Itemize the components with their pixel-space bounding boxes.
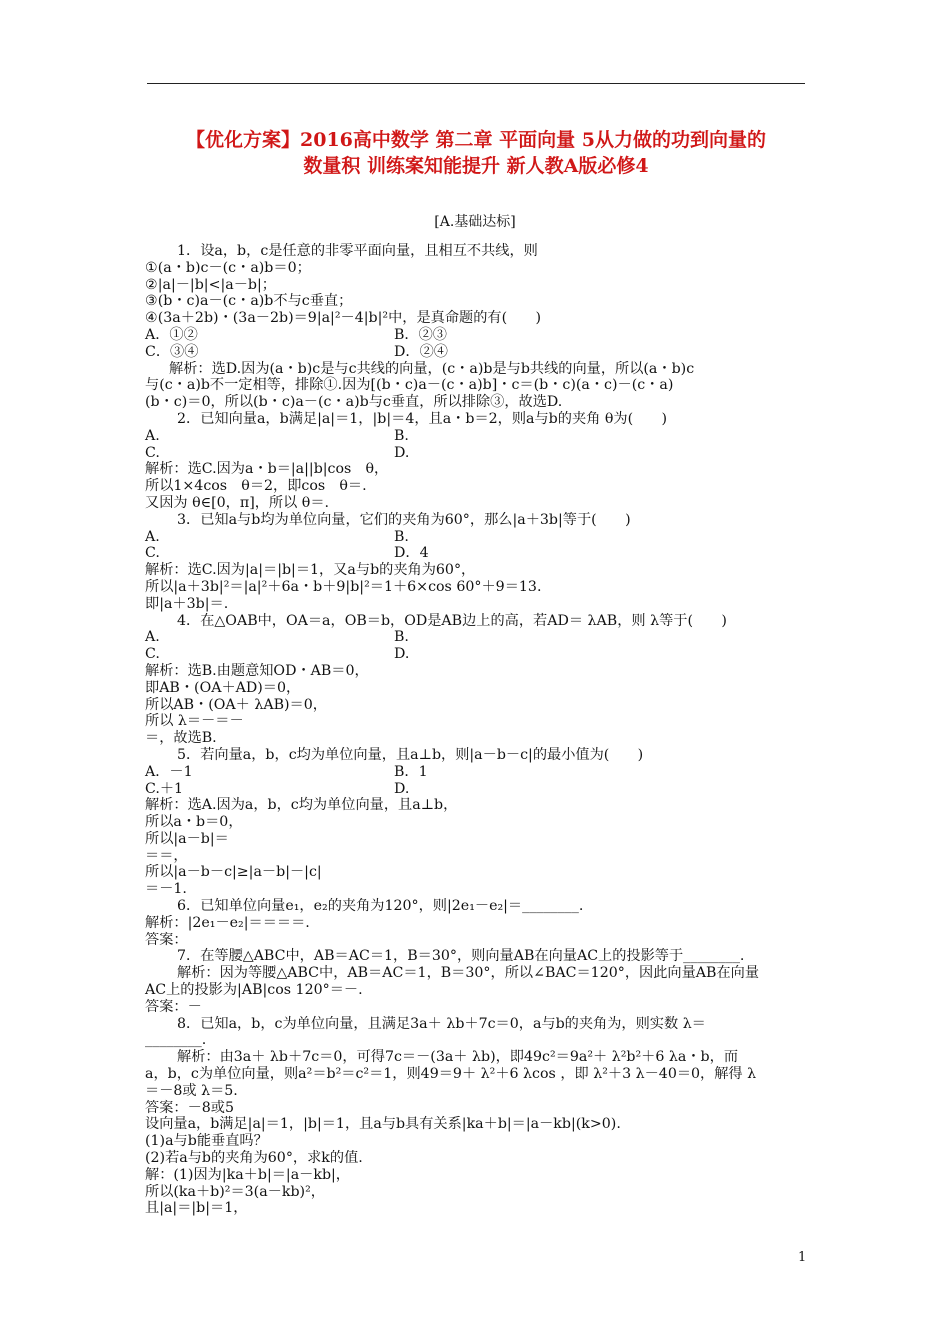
options-row <box>145 545 813 562</box>
title-line-1: 【优化方案】2016高中数学 第二章 平面向量 5从力做的功到向量的 <box>186 129 766 151</box>
solution-line: 解析：因为等腰△ABC中，AB＝AC＝1，B＝30°，所以∠BAC＝120°，因此向量AB在向量 <box>177 965 760 982</box>
title-line-2: 数量积 训练案知能提升 新人教A版必修4 <box>303 155 649 177</box>
option-d: D．②④ <box>394 343 448 360</box>
option-a: A．－1 <box>145 763 193 780</box>
option-c: C. <box>145 545 160 562</box>
statement-2: ②|a|－|b|<|a－b|； <box>145 276 276 293</box>
option-b: B. <box>394 528 409 545</box>
solution-line: 解析：选C.因为|a|＝|b|＝1，又a与b的夹角为60°， <box>145 562 476 579</box>
options-row <box>145 781 813 798</box>
question-7-stem: 7．在等腰△ABC中，AB＝AC＝1，B＝30°，则向量AB在向量AC上的投影等于________. <box>177 948 745 965</box>
question-8-stem: 8．已知a，b，c为单位向量，且满足3a＋ λb＋7c＝0，a与b的夹角为，则实数 λ＝ <box>177 1015 706 1032</box>
solution-line: 所以(ka＋b)²＝3(a－kb)²， <box>145 1183 325 1200</box>
question-9-stem: 设向量a，b满足|a|＝1，|b|＝1，且a与b具有关系|ka＋b|＝|a－kb|(k>0). <box>145 1116 621 1133</box>
solution-line: a，b，c为单位向量，则a²＝b²＝c²＝1，则49＝9＋ λ²＋6 λcos ，即 λ²＋3 λ－40＝0，解得 λ <box>145 1066 757 1083</box>
statement-1: ①(a・b)c－(c・a)b＝0； <box>145 259 311 276</box>
solution-line: 解析：选D.因为(a・b)c是与c共线的向量，(c・a)b是与b共线的向量，所以(a・b)c <box>169 360 695 377</box>
options-row <box>145 445 813 462</box>
solution-line: 即|a＋3b|＝. <box>145 595 229 612</box>
option-a: A. <box>145 629 160 646</box>
solution-line: 所以1×4cos θ＝2，即cos θ＝. <box>145 478 367 495</box>
solution-line: 解析：|2e₁－e₂|＝＝＝＝. <box>145 914 310 931</box>
options-row <box>145 764 813 781</box>
solution-line: ＝＝， <box>145 847 188 864</box>
statement-3: ③(b・c)a－(c・a)b不与c垂直； <box>145 293 353 310</box>
option-a: A．①② <box>145 326 198 343</box>
solution-line: 解析：选C.因为a・b＝|a||b|cos θ， <box>145 461 389 478</box>
option-b: B. <box>394 629 409 646</box>
options-row <box>145 529 813 546</box>
solution-line: 解析：选B.由题意知OD・AB＝0， <box>145 662 369 679</box>
solution-line: 又因为 θ∈[0，π]，所以 θ＝. <box>145 494 330 511</box>
options-row <box>145 428 813 445</box>
question-4-stem: 4．在△OAB中，OA＝a，OB＝b，OD是AB边上的高，若AD＝ λAB，则 λ等于( ) <box>177 612 727 629</box>
solution-line: 所以|a－b－c|≥|a－b|－|c| <box>145 864 322 881</box>
options-row <box>145 327 813 344</box>
statement-4: ④(3a＋2b)・(3a－2b)＝9|a|²－4|b|²中，是真命题的有( ) <box>145 310 542 327</box>
answer-line: 答案：－8或5 <box>145 1099 234 1116</box>
solution-line: 且|a|＝|b|＝1， <box>145 1200 248 1217</box>
question-9-part-1: (1)a与b能垂直吗？ <box>145 1133 268 1150</box>
options-row <box>145 646 813 663</box>
solution-line: 所以 λ＝－＝－ <box>145 713 244 730</box>
section-label: [A.基础达标] <box>434 214 516 230</box>
options-row <box>145 344 813 361</box>
solution-line: 解析：选A.因为a，b，c均为单位向量，且a⊥b， <box>145 797 458 814</box>
option-d: D. <box>394 444 410 461</box>
document-body <box>145 243 813 1217</box>
option-b: B. <box>394 427 409 444</box>
answer-line: 答案： <box>145 931 188 948</box>
solution-line: ＝－8或 λ＝5. <box>145 1082 238 1099</box>
solution-line: 所以a・b＝0， <box>145 814 243 831</box>
solution-line: 所以|a－b|＝ <box>145 830 229 847</box>
header-rule <box>147 83 805 84</box>
option-d: D. <box>394 646 410 663</box>
question-6-stem: 6．已知单位向量e₁，e₂的夹角为120°，则|2e₁－e₂|＝________. <box>177 898 584 915</box>
option-a: A. <box>145 427 160 444</box>
question-5-stem: 5．若向量a，b，c均为单位向量，且a⊥b，则|a－b－c|的最小值为( ) <box>177 746 644 763</box>
solution-line: ＝，故选B. <box>145 730 217 747</box>
option-d: D．4 <box>394 545 429 562</box>
option-c: C. <box>145 444 160 461</box>
option-c: C．③④ <box>145 343 199 360</box>
solution-line: ＝－1. <box>145 881 187 898</box>
options-row <box>145 629 813 646</box>
solution-line: 所以AB・(OA＋ λAB)＝0， <box>145 696 327 713</box>
option-a: A. <box>145 528 160 545</box>
question-8-blank: ________. <box>145 1032 207 1049</box>
question-9-part-2: (2)若a与b的夹角为60°，求k的值. <box>145 1150 363 1167</box>
solution-line: 解：(1)因为|ka＋b|＝|a－kb|， <box>145 1166 350 1183</box>
option-c: C. <box>145 646 160 663</box>
option-c: C.＋1 <box>145 780 184 797</box>
solution-line: AC上的投影为|AB|cos 120°＝－. <box>145 982 363 999</box>
document-title <box>140 127 812 179</box>
question-1-stem: 1．设a，b，c是任意的非零平面向量，且相互不共线，则 <box>177 243 538 259</box>
solution-line: 所以|a＋3b|²＝|a|²＋6a・b＋9|b|²＝1＋6×cos 60°＋9＝13. <box>145 578 542 595</box>
option-b: B．1 <box>394 763 428 780</box>
question-3-stem: 3．已知a与b均为单位向量，它们的夹角为60°，那么|a＋3b|等于( ) <box>177 511 631 528</box>
option-d: D. <box>394 780 410 797</box>
page-number: 1 <box>798 1250 807 1265</box>
solution-line: 解析：由3a＋ λb＋7c＝0，可得7c＝－(3a＋ λb)，即49c²＝9a²＋ λ²b²＋6 λa・b，而 <box>177 1049 739 1066</box>
solution-line: 与(c・a)b不一定相等，排除①.因为[(b・c)a－(c・a)b]・c＝(b・c)(a・c)－(c・a) <box>145 377 674 394</box>
solution-line: 即AB・(OA＋AD)＝0， <box>145 679 301 696</box>
question-2-stem: 2．已知向量a，b满足|a|＝1，|b|＝4，且a・b＝2，则a与b的夹角 θ为( ) <box>177 410 668 427</box>
answer-line: 答案：－ <box>145 998 202 1015</box>
option-b: B．②③ <box>394 326 447 343</box>
solution-line: (b・c)＝0，所以(b・c)a－(c・a)b与c垂直，所以排除③，故选D. <box>145 394 563 411</box>
